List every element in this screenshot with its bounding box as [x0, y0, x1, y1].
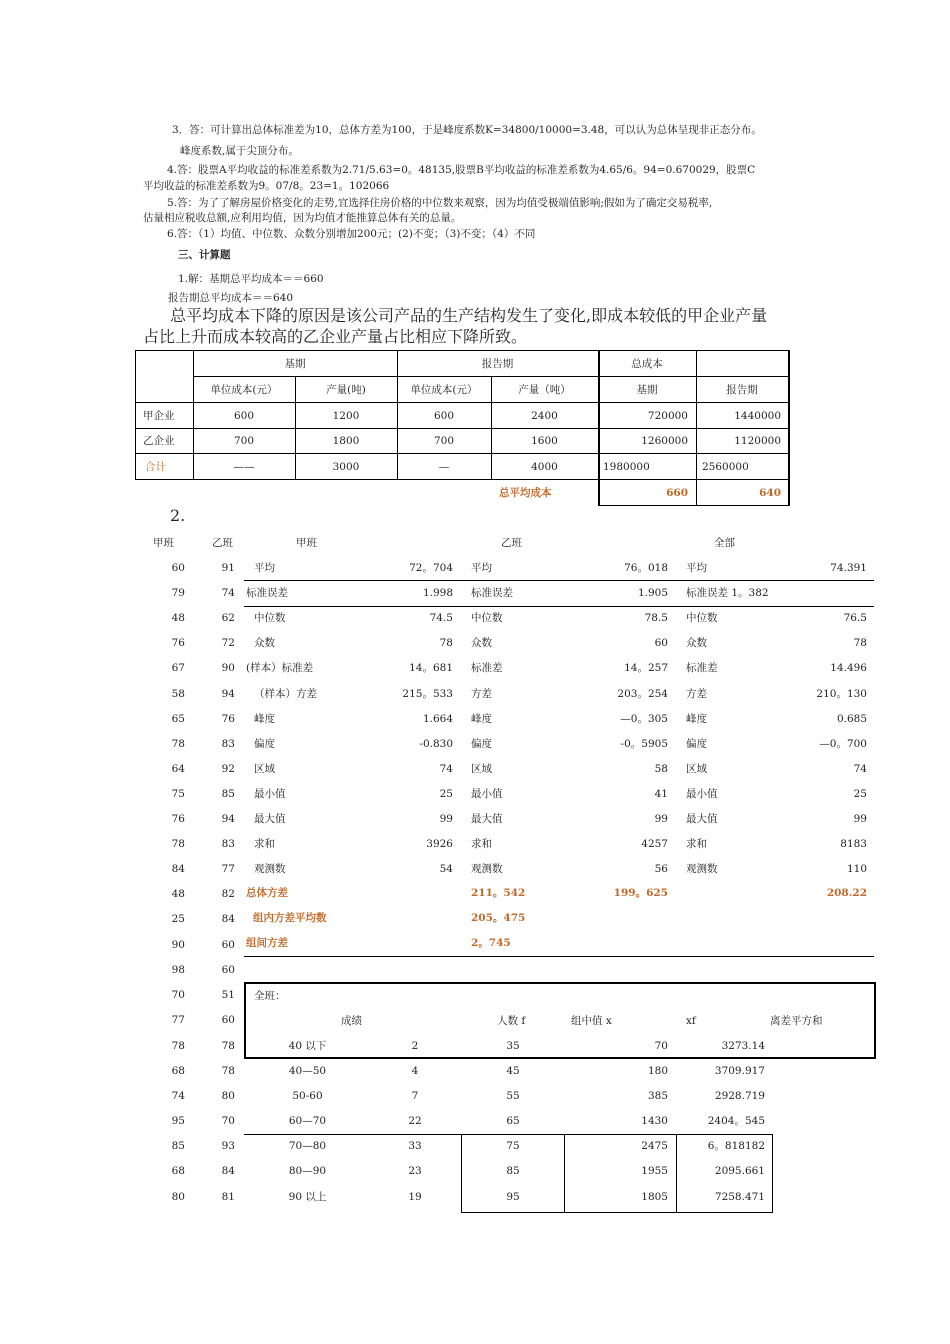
stat-label: 众数	[254, 637, 275, 649]
freq-sq: 2928.719	[714, 1090, 765, 1102]
score-b: 78	[221, 1065, 235, 1077]
table-cell: 2400	[531, 410, 558, 422]
freq-mid: 35	[506, 1040, 520, 1052]
col-header-class-a: 甲班	[153, 537, 174, 549]
freq-header: xf	[686, 1015, 696, 1027]
score-a: 78	[171, 1040, 185, 1052]
stat-value: 99	[654, 813, 668, 825]
score-a: 85	[171, 1140, 185, 1152]
header-total-cost: 总成本	[631, 358, 663, 370]
stat-label: 偏度	[686, 738, 707, 750]
score-a: 78	[171, 738, 185, 750]
stat-value: 74.391	[830, 562, 867, 574]
freq-xf: 70	[654, 1040, 668, 1052]
stat-label: 峰度	[686, 713, 707, 725]
stat-label: 标准差	[686, 662, 718, 674]
freq-count: 19	[408, 1191, 422, 1203]
stat-value: 215。533	[402, 688, 453, 700]
sub-header: 单位成本(元）	[410, 384, 478, 396]
score-b: 90	[221, 662, 235, 674]
sub-header: 基期	[636, 384, 658, 396]
stat-value: 76。018	[624, 562, 668, 574]
freq-header: 组中值 x	[571, 1015, 612, 1027]
score-b: 84	[221, 1165, 235, 1177]
stat-label: 观测数	[686, 863, 718, 875]
score-a: 60	[171, 562, 185, 574]
freq-mid: 55	[506, 1090, 520, 1102]
freq-count: 22	[408, 1115, 422, 1127]
score-b: 93	[221, 1140, 235, 1152]
score-b: 70	[221, 1115, 235, 1127]
stat-value: 203。254	[617, 688, 668, 700]
score-b: 60	[221, 1014, 235, 1026]
freq-count: 23	[408, 1165, 422, 1177]
score-a: 48	[171, 612, 185, 624]
stat-label: 偏度	[254, 738, 275, 750]
score-a: 68	[171, 1165, 185, 1177]
answer-4-line1: 4.答：股票A平均收益的标准差系数为2.71/5.63=0。48135,股票B平均收益的标准差系数为4.65/6。94=0.670029，股票C	[167, 164, 756, 176]
freq-mid: 45	[506, 1065, 520, 1077]
freq-sq: 3273.14	[721, 1040, 765, 1052]
score-a: 78	[171, 838, 185, 850]
score-b: 77	[221, 863, 235, 875]
stat-value: 1.998	[422, 587, 453, 599]
table-cell: 700	[233, 435, 255, 447]
stat-value: 99	[439, 813, 453, 825]
stat-value: —0。700	[819, 738, 867, 750]
score-a: 48	[171, 888, 185, 900]
score-b: 83	[221, 738, 235, 750]
stat-label: 方差	[471, 688, 492, 700]
stat-label: 最小值	[471, 788, 503, 800]
stats-header-all: 全部	[714, 537, 735, 549]
stat-label: 区域	[471, 763, 492, 775]
stat-value: -0.830	[419, 738, 453, 750]
table-cell: 720000	[647, 410, 688, 422]
score-a: 67	[171, 662, 185, 674]
stat-label: 最大值	[254, 813, 286, 825]
freq-grade: 90 以上	[288, 1191, 327, 1203]
stat-value: 14。681	[409, 662, 453, 674]
sub-header: 单位成本(元）	[210, 384, 278, 396]
avg-cost-report: 640	[759, 487, 781, 499]
freq-grade: 50-60	[292, 1090, 323, 1102]
freq-sq: 2095.661	[714, 1165, 765, 1177]
score-b: 92	[221, 763, 235, 775]
stats-header-b: 乙班	[501, 537, 522, 549]
answer-5-line1: 5.答：为了了解房屋价格变化的走势,宜选择住房价格的中位数来观察，因为均值受极端值影响;假如为了确定交易税率,	[167, 197, 713, 209]
score-a: 76	[171, 813, 185, 825]
stat-label: 中位数	[254, 612, 286, 624]
score-b: 85	[221, 788, 235, 800]
stat-label: 平均	[254, 562, 275, 574]
q1-line2: 报告期总平均成本＝＝640	[168, 292, 294, 304]
freq-xf: 2475	[641, 1140, 668, 1152]
score-a: 25	[171, 913, 185, 925]
table-cell: 1200	[332, 410, 360, 422]
stat-label: 求和	[471, 838, 492, 850]
stat-value: 74	[853, 763, 867, 775]
stat-value: 72。704	[409, 562, 453, 574]
stat-label: 求和	[686, 838, 707, 850]
score-b: 60	[221, 964, 235, 976]
header-base-period: 基期	[284, 358, 306, 370]
score-a: 75	[171, 788, 185, 800]
answer-4-line2: 平均收益的标准差系数为9。07/8。23=1。102066	[143, 180, 390, 192]
score-a: 70	[171, 989, 185, 1001]
freq-xf: 385	[647, 1090, 668, 1102]
stat-value: 210。130	[816, 688, 867, 700]
freq-xf: 1805	[641, 1191, 668, 1203]
stat-value: 4257	[641, 838, 668, 850]
score-a: 76	[171, 637, 185, 649]
stat-value: —0。305	[620, 713, 668, 725]
stat-value: 1.664	[422, 713, 453, 725]
table-cell: 600	[433, 410, 455, 422]
freq-grade: 40—50	[288, 1065, 327, 1077]
sub-header: 产量（吨）	[518, 384, 571, 396]
sub-header: 产量(吨)	[326, 384, 366, 396]
freq-grade: 80—90	[288, 1165, 327, 1177]
score-a: 68	[171, 1065, 185, 1077]
table-cell: 1120000	[734, 435, 781, 447]
q1-explanation-line2: 占比上升而成本较高的乙企业产量占比相应下降所致。	[143, 327, 528, 346]
table-cell: 700	[433, 435, 455, 447]
score-a: 79	[171, 587, 185, 599]
stat-label: 平均	[686, 562, 707, 574]
freq-grade: 40 以下	[288, 1040, 327, 1052]
table-cell: 2560000	[702, 461, 749, 473]
stat-label: 区域	[254, 763, 275, 775]
freq-sq: 2404。545	[707, 1115, 765, 1127]
stat-label: 众数	[471, 637, 492, 649]
avg-cost-base: 660	[666, 487, 688, 499]
stat-label: 标准误差	[471, 587, 513, 599]
stat-label: 观测数	[254, 863, 286, 875]
score-a: 80	[171, 1191, 185, 1203]
score-b: 62	[221, 612, 235, 624]
stat-value: 76.5	[843, 612, 867, 624]
stat-value: 0.685	[836, 713, 867, 725]
score-b: 72	[221, 637, 235, 649]
col-header-class-b: 乙班	[212, 537, 233, 549]
freq-mid: 75	[506, 1140, 520, 1152]
stat-label: 中位数	[686, 612, 718, 624]
freq-count: 4	[411, 1065, 419, 1077]
score-a: 64	[171, 763, 185, 775]
var-total-all: 208.22	[826, 887, 867, 899]
stat-label: 最大值	[686, 813, 718, 825]
freq-xf: 1955	[641, 1165, 668, 1177]
score-b: 74	[221, 587, 235, 599]
stat-value: 99	[853, 813, 867, 825]
header-report-period: 报告期	[481, 358, 514, 370]
stat-label: 峰度	[254, 713, 275, 725]
score-a: 95	[171, 1115, 185, 1127]
var-between-value: 2。745	[471, 937, 511, 949]
freq-header: 成绩	[341, 1015, 362, 1027]
freq-xf: 180	[647, 1065, 668, 1077]
score-b: 51	[221, 989, 235, 1001]
freq-header: 离差平方和	[770, 1015, 823, 1027]
stat-value: 110	[846, 863, 867, 875]
freq-sq: 6。818182	[707, 1140, 765, 1152]
freq-count: 2	[411, 1040, 419, 1052]
q1-line1: 1.解：基期总平均成本＝＝660	[178, 273, 324, 285]
stat-label: 观测数	[471, 863, 503, 875]
stat-label: 标准误差	[246, 587, 288, 599]
stat-label: (样本）标准差	[246, 662, 314, 674]
score-b: 91	[221, 562, 235, 574]
score-b: 82	[221, 888, 235, 900]
score-a: 84	[171, 863, 185, 875]
answer-6: 6.答：（1）均值、中位数、众数分别增加200元；(2)不变；（3)不变；（4）不同	[167, 228, 536, 240]
table-cell: 1440000	[734, 410, 781, 422]
score-b: 83	[221, 838, 235, 850]
freq-grade: 60—70	[288, 1115, 327, 1127]
answer-3-line1: 3．答：可计算出总体标准差为10，总体方差为100，于是峰度系数K=34800/10000=3.48，可以认为总体呈现非正态分布。	[172, 124, 762, 136]
stat-value: 41	[654, 788, 668, 800]
stat-value: -0。5905	[620, 738, 668, 750]
stat-value: 78	[439, 637, 453, 649]
var-total-a: 211。542	[471, 887, 526, 899]
score-b: 80	[221, 1090, 235, 1102]
stat-value: 60	[654, 637, 668, 649]
q2-label: 2.	[170, 506, 186, 525]
table-cell: 1260000	[641, 435, 688, 447]
score-b: 78	[221, 1040, 235, 1052]
score-a: 74	[171, 1090, 185, 1102]
score-a: 90	[171, 939, 185, 951]
sub-header: 报告期	[726, 384, 758, 396]
score-b: 94	[221, 688, 235, 700]
score-a: 98	[171, 964, 185, 976]
freq-mid: 95	[506, 1191, 520, 1203]
score-b: 81	[221, 1191, 235, 1203]
score-a: 65	[171, 713, 185, 725]
section-heading: 三、计算题	[178, 249, 231, 261]
freq-sq: 3709.917	[714, 1065, 765, 1077]
score-b: 60	[221, 939, 235, 951]
score-a: 58	[171, 688, 185, 700]
stat-label: 偏度	[471, 738, 492, 750]
freq-mid: 85	[506, 1165, 520, 1177]
freq-title: 全班：	[254, 990, 286, 1002]
stat-value: 78.5	[644, 612, 668, 624]
stat-value: 25	[439, 788, 453, 800]
stat-label: 峰度	[471, 713, 492, 725]
freq-count: 7	[411, 1090, 419, 1102]
stat-label: （样本）方差	[254, 688, 317, 700]
var-between-label: 组间方差	[246, 937, 288, 949]
freq-count: 33	[408, 1140, 422, 1152]
score-a: 77	[171, 1014, 185, 1026]
score-b: 94	[221, 813, 235, 825]
freq-header: 人数 f	[497, 1015, 526, 1027]
freq-sq: 7258.471	[714, 1191, 765, 1203]
stat-value: 78	[853, 637, 867, 649]
table-cell: 1980000	[603, 461, 650, 473]
stat-value: 14。257	[624, 662, 668, 674]
stat-label: 求和	[254, 838, 275, 850]
var-total-b: 199。625	[613, 887, 668, 899]
row-label: 乙企业	[143, 435, 175, 447]
stat-label: 方差	[686, 688, 707, 700]
row-label-total: 合计	[145, 461, 166, 473]
stat-label: 标准差	[471, 662, 503, 674]
stat-label: 最小值	[686, 788, 718, 800]
stat-label: 区域	[686, 763, 707, 775]
stat-value: 74	[439, 763, 453, 775]
table-cell: —	[438, 461, 450, 473]
row-label: 甲企业	[143, 410, 175, 422]
table-cell: ——	[233, 461, 255, 473]
answer-3-line2: 峰度系数,属于尖顶分布。	[180, 145, 299, 157]
stat-value: 1.905	[637, 587, 668, 599]
stat-label: 中位数	[471, 612, 503, 624]
var-total-label: 总体方差	[246, 887, 288, 899]
stat-label: 标准误差 1。382	[686, 587, 769, 599]
stat-value: 56	[654, 863, 668, 875]
stat-label: 最小值	[254, 788, 286, 800]
stat-value: 74.5	[429, 612, 453, 624]
stat-label: 最大值	[471, 813, 503, 825]
answer-5-line2: 估量相应税收总额,应利用均值，因为均值才能推算总体有关的总量。	[143, 212, 462, 224]
table-cell: 1600	[531, 435, 558, 447]
stat-value: 8183	[840, 838, 867, 850]
table-cell: 4000	[531, 461, 558, 473]
stat-value: 3926	[426, 838, 453, 850]
freq-xf: 1430	[641, 1115, 668, 1127]
table-cell: 3000	[332, 461, 360, 473]
stat-value: 14.496	[830, 662, 867, 674]
var-within-label: 组内方差平均数	[253, 912, 327, 924]
stats-header-a: 甲班	[296, 537, 317, 549]
stat-label: 众数	[686, 637, 707, 649]
score-b: 76	[221, 713, 235, 725]
stat-value: 25	[853, 788, 867, 800]
stat-value: 58	[654, 763, 668, 775]
score-b: 84	[221, 913, 235, 925]
avg-cost-label: 总平均成本	[499, 487, 552, 499]
table-cell: 1800	[332, 435, 360, 447]
freq-mid: 65	[506, 1115, 520, 1127]
var-within-value: 205。475	[471, 912, 526, 924]
table-cell: 600	[233, 410, 255, 422]
stat-label: 平均	[471, 562, 492, 574]
freq-grade: 70—80	[288, 1140, 327, 1152]
q1-explanation-line1: 总平均成本下降的原因是该公司产品的生产结构发生了变化,即成本较低的甲企业产量	[170, 306, 768, 325]
stat-value: 54	[439, 863, 453, 875]
